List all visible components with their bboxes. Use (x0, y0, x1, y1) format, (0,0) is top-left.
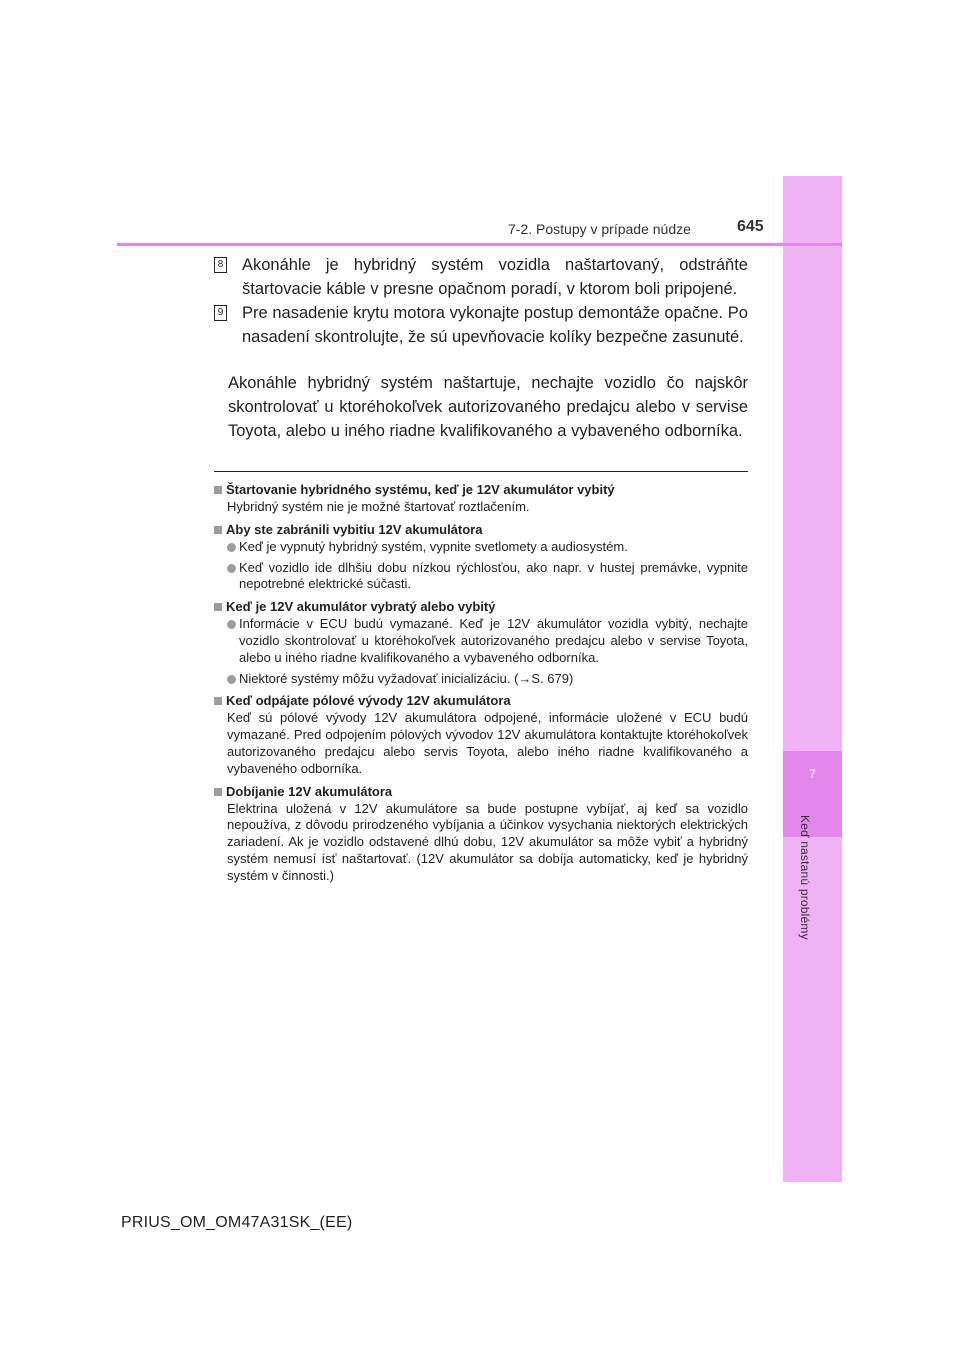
note-bullet-cross-reference: Niektoré systémy môžu vyžadovať inicializáciu. (→S. 679) (227, 671, 748, 688)
note-bullet: Keď je vypnutý hybridný systém, vypnite svetlomety a audiosystém. (227, 539, 748, 556)
closing-paragraph: Akonáhle hybridný systém naštartuje, nechajte vozidlo čo najskôr skontrolovať u ktoréhokoľvek autorizovaného predajcu alebo v servise Toyota, alebo u iného riadne kvalifikovaného a vybaveného odborníka. (228, 374, 748, 440)
chapter-side-tab (783, 176, 842, 1182)
section-separator (214, 471, 748, 472)
note-title: Keď odpájate pólové vývody 12V akumulátora (214, 692, 748, 710)
note-bullet: Keď vozidlo ide dlhšiu dobu nízkou rýchlosťou, ako napr. v hustej premávke, vypnite nepotrebné elektrické súčasti. (227, 560, 748, 594)
chapter-number-tab (783, 751, 842, 837)
step-8 (214, 253, 748, 301)
header-rule (117, 243, 842, 246)
note-body: Elektrina uložená v 12V akumulátore sa bude postupne vybíjať, aj keď sa vozidlo nepoužíva, z dôvodu prirodzeného vybíjania a účinkov vysychania niektorých elektrických zariadení. Ak je vozidlo odstavené dlhú dobu, 12V akumulátor sa môže vybiť a hybridný systém nemusí ísť naštartovať. (12V akumulátor sa dobíja automaticky, keď je hybridný systém v činnosti.) (227, 800, 748, 883)
step-9 (214, 301, 748, 349)
note-title: Keď je 12V akumulátor vybratý alebo vybitý (214, 598, 748, 616)
note-body: Keď sú pólové vývody 12V akumulátora odpojené, informácie uložené v ECU budú vymazané. Pred odpojením pólových vývodov 12V akumulátora kontaktujte ktoréhokoľvek autorizovaného predajcu alebo servis Toyota, alebo iného riadne kvalifikovaného a vybaveného odborníka. (227, 710, 748, 776)
step-text: Pre nasadenie krytu motora vykonajte postup demontáže opačne. Po nasadení skontrolujte, že sú upevňovacie kolíky bezpečne zasunuté. (242, 304, 748, 346)
step-number-badge: 8 (214, 257, 227, 273)
note-body: Hybridný systém nie je možné štartovať roztlačením. (227, 499, 530, 514)
section-title: 7-2. Postupy v prípade núdze (508, 221, 691, 237)
note-title: Aby ste zabránili vybitiu 12V akumulátora (214, 521, 748, 539)
note-title: Štartovanie hybridného systému, keď je 12V akumulátor vybitý (214, 481, 748, 499)
step-number-badge: 9 (214, 305, 227, 321)
chapter-number: 7 (809, 767, 816, 781)
notes-section (214, 481, 748, 885)
note-title: Dobíjanie 12V akumulátora (214, 783, 748, 801)
chapter-title: Keď nastanú problémy (798, 815, 812, 940)
document-code: PRIUS_OM_OM47A31SK_(EE) (121, 1214, 353, 1231)
page-number: 645 (737, 218, 764, 235)
note-bullet: Informácie v ECU budú vymazané. Keď je 12V akumulátor vozidla vybitý, nechajte vozidlo skontrolovať u ktoréhokoľvek autorizovaného predajcu alebo v servise Toyota, alebo u iného riadne kvalifikovaného a vybaveného odborníka. (227, 616, 748, 666)
step-text: Akonáhle je hybridný systém vozidla naštartovaný, odstráňte štartovacie káble v presne opačnom poradí, v ktorom boli pripojené. (242, 256, 748, 298)
